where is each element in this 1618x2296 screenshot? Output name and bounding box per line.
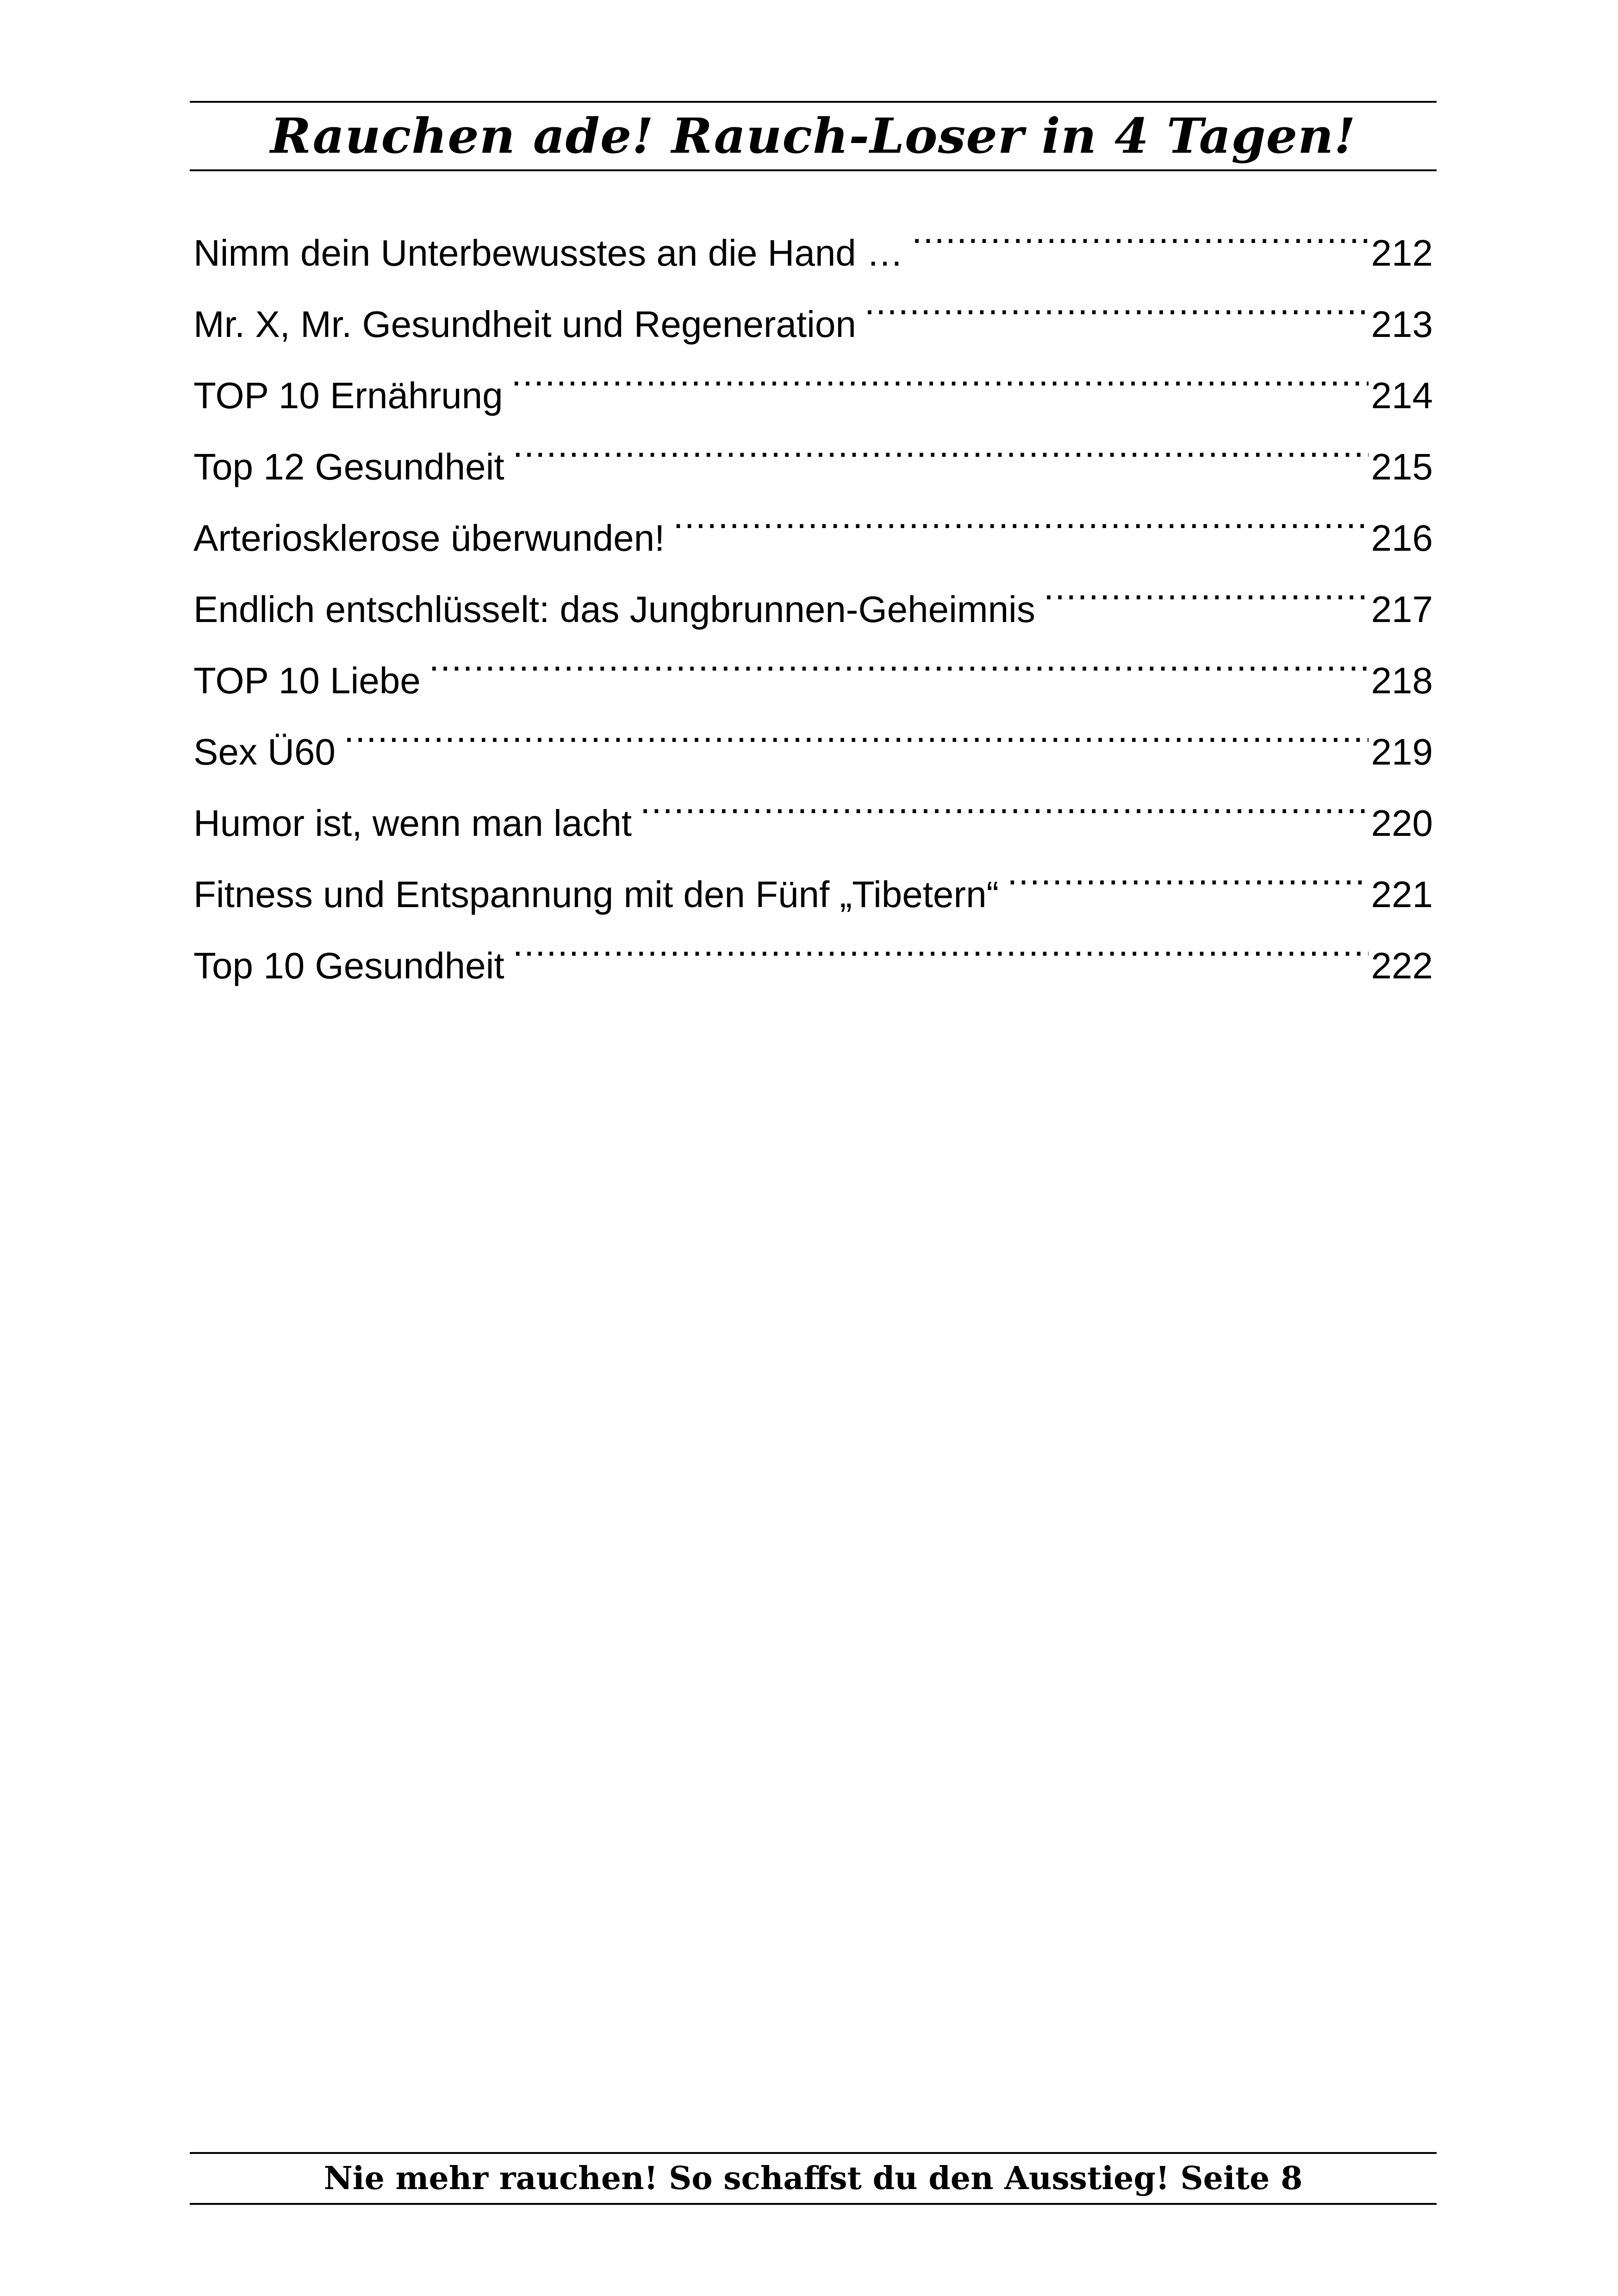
toc-entry-label: Mr. X, Mr. Gesundheit und Regeneration — [193, 304, 856, 345]
toc-entry[interactable] — [193, 693, 1433, 772]
toc-entry-page: 216 — [1371, 517, 1433, 559]
header-title: Rauchen ade! Rauch-Loser in 4 Tagen! — [270, 107, 1356, 164]
toc-leader-dots — [912, 194, 1368, 266]
toc-entry-label: Fitness und Entspannung mit den Fünf „Tibetern“ — [193, 874, 999, 915]
toc-leader-dots — [1007, 836, 1368, 907]
toc-entry-label: Humor ist, wenn man lacht — [193, 803, 632, 844]
toc-entry-page: 218 — [1371, 660, 1433, 701]
toc-entry-page: 220 — [1371, 803, 1433, 844]
toc-entry-label: Arteriosklerose überwunden! — [193, 517, 665, 559]
toc-entry-page: 221 — [1371, 874, 1433, 915]
toc-entry-page: 219 — [1371, 731, 1433, 772]
toc-leader-dots — [344, 693, 1369, 765]
toc-entry-label: Top 12 Gesundheit — [193, 446, 504, 487]
toc-entry-label: TOP 10 Liebe — [193, 660, 421, 701]
toc-entry[interactable] — [193, 194, 1433, 274]
page-footer — [190, 2152, 1437, 2205]
table-of-contents — [193, 194, 1433, 986]
toc-entry-page: 214 — [1371, 375, 1433, 416]
toc-entry-label: Endlich entschlüsselt: das Jungbrunnen-Geheimnis — [193, 589, 1035, 630]
page-header — [190, 101, 1437, 171]
toc-entry-label: Sex Ü60 — [193, 731, 336, 772]
toc-entry-page: 212 — [1371, 232, 1433, 274]
toc-leader-dots — [640, 765, 1368, 836]
toc-entry[interactable] — [193, 765, 1433, 844]
toc-leader-dots — [513, 907, 1369, 978]
toc-leader-dots — [865, 266, 1369, 337]
toc-entry-label: TOP 10 Ernährung — [193, 375, 503, 416]
toc-entry-label: Nimm dein Unterbewusstes an die Hand … — [193, 232, 904, 274]
toc-leader-dots — [513, 408, 1369, 479]
toc-leader-dots — [673, 479, 1368, 551]
toc-entry-page: 217 — [1371, 589, 1433, 630]
toc-leader-dots — [511, 337, 1369, 408]
toc-entry-page: 222 — [1371, 945, 1433, 986]
toc-entry-page: 215 — [1371, 446, 1433, 487]
footer-text: Nie mehr rauchen! So schaffst du den Ausstieg! Seite 8 — [324, 2160, 1303, 2197]
toc-leader-dots — [1044, 551, 1369, 622]
toc-leader-dots — [429, 622, 1369, 693]
toc-entry-label: Top 10 Gesundheit — [193, 945, 504, 986]
toc-entry-page: 213 — [1371, 304, 1433, 345]
